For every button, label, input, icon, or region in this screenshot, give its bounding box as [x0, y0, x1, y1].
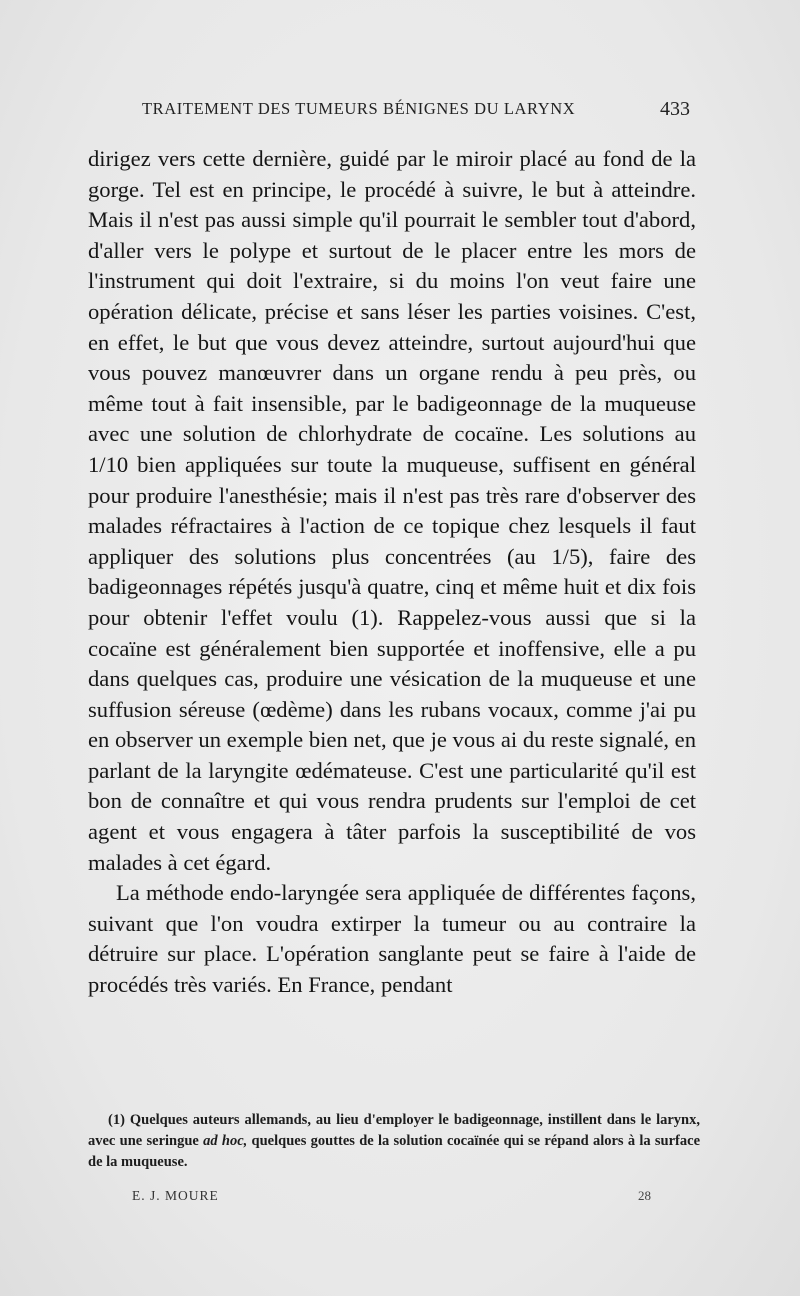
- printer-signature-sheet-number: 28: [638, 1188, 651, 1203]
- running-title: TRAITEMENT DES TUMEURS BÉNIGNES DU LARYNX: [142, 99, 576, 118]
- footnote-text: (1) Quelques auteurs allemands, au lieu d'employer le badigeonnage, instillent dans le larynx, avec une seringue: [88, 1112, 700, 1149]
- running-header: [142, 96, 690, 122]
- page-number: 433: [660, 98, 690, 120]
- paragraph: La méthode endo-laryngée sera appliquée de différentes façons, suivant que l'on voudra extirper la tumeur ou au contraire la détruire sur place. L'opération sanglante peut se faire à l'aide de procédés très variés. En France, pendant: [88, 880, 696, 998]
- printer-signature-author: E. J. MOURE: [132, 1188, 219, 1203]
- paragraph: dirigez vers cette dernière, guidé par le miroir placé au fond de la gorge. Tel est en principe, le procédé à suivre, le but à atteindre. Mais il n'est pas aussi simple qu'il pourrait le sembler tout d'abord, d'aller vers le polype et surtout de le placer entre les mors de l'instrument qui doit l'extraire, si du moins l'on veut faire une opération délicate, précise et sans léser les parties voisines. C'est, en effet, le but que vous devez atteindre, surtout aujourd'hui que vous pouvez manœuvrer dans un organe rendu à peu près, ou même tout à fait insensible, par le badigeonnage de la muqueuse avec une solution de chlorhydrate de cocaïne. Les solutions au 1/10 bien appliquées sur toute la muqueuse, suffisent en général pour produire l'anesthésie; mais il n'est pas très rare d'observer des malades réfractaires à l'action de ce topique chez lesquels il faut appliquer des solutions plus concentrées (au 1/5), faire des badigeonnages répétés jusqu'à quatre, cinq et même huit et dix fois pour obtenir l'effet voulu (1). Rappelez-vous aussi que si la cocaïne est généralement bien supportée et inoffensive, elle a pu dans quelques cas, produire une vésication de la muqueuse et une suffusion séreuse (œdème) dans les rubans vocaux, comme j'ai pu en observer un exemple bien net, que je vous ai du reste signalé, en parlant de la laryngite œdémateuse. C'est une particularité qu'il est bon de connaître et qui vous rendra prudents sur l'emploi de cet agent et vous engagera à tâter parfois la susceptibilité de vos malades à cet égard.: [88, 146, 696, 875]
- footnote-italic-phrase: ad hoc,: [203, 1133, 248, 1149]
- footnote-text-end: quelques gouttes de la solution cocaïnée qui se répand alors à la surface de la muqueuse.: [88, 1133, 701, 1170]
- footnote: [88, 1110, 700, 1173]
- main-text: [88, 144, 696, 1001]
